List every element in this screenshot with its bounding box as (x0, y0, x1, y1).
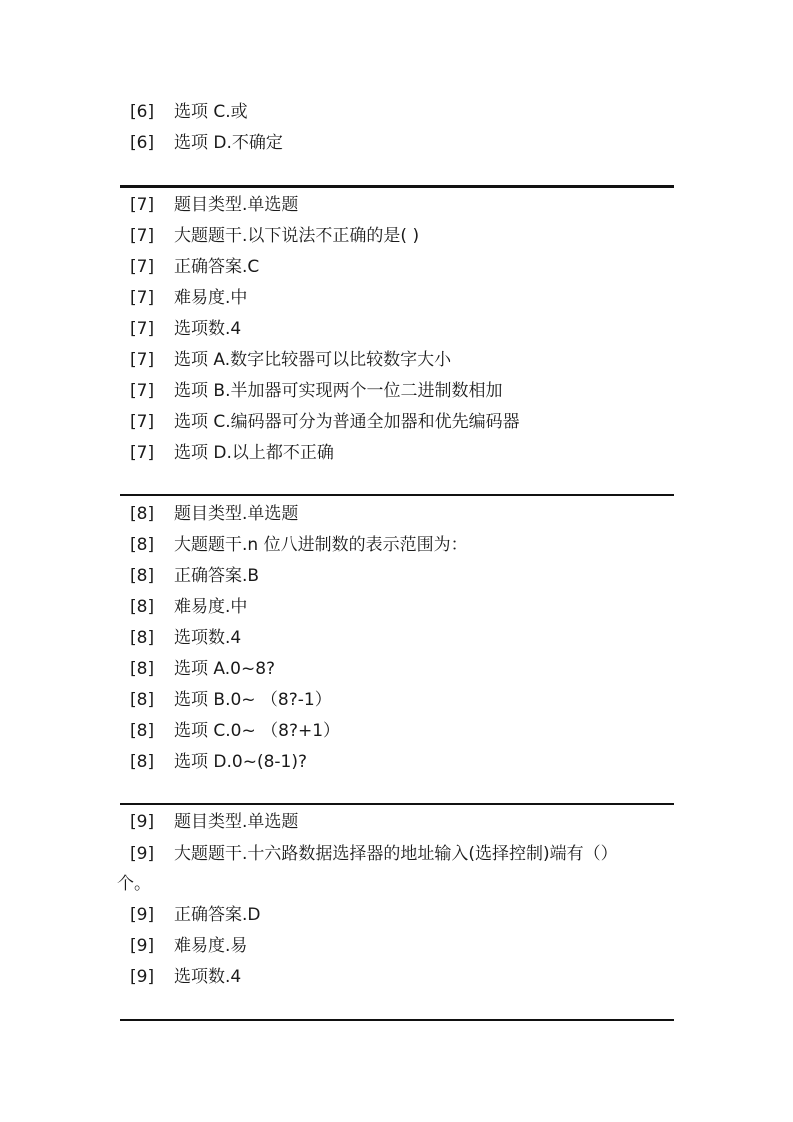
item-number: [7] (130, 412, 155, 432)
item-number: [8] (130, 659, 155, 679)
item-number: [8] (130, 597, 155, 617)
item-text: 大题题干.以下说法不正确的是( ) (174, 226, 420, 246)
item-text: 难易度.易 (174, 936, 248, 956)
q7-answer (0, 252, 793, 283)
item-number: [7] (130, 319, 155, 339)
item-text: 难易度.中 (174, 288, 248, 308)
item-text: 选项 D.不确定 (174, 133, 283, 153)
q8-option-b (0, 685, 793, 716)
section-divider (120, 494, 674, 496)
q8-stem (0, 530, 793, 561)
item-number: [8] (130, 504, 155, 524)
q8-option-c (0, 716, 793, 747)
item-text: 选项 D.0~(8-1)? (174, 752, 308, 772)
q7-stem (0, 221, 793, 252)
item-number: [7] (130, 350, 155, 370)
q9-type (0, 807, 793, 838)
item-text: 难易度.中 (174, 597, 248, 617)
q8-option-count (0, 623, 793, 654)
item-text: 选项 A.0~8? (174, 659, 276, 679)
item-text: 正确答案.B (174, 566, 260, 586)
q9-stem (0, 839, 793, 870)
q7-type (0, 190, 793, 221)
q9-option-count (0, 962, 793, 993)
item-number: [8] (130, 752, 155, 772)
item-text: 选项 C.或 (174, 102, 248, 122)
q7-difficulty (0, 283, 793, 314)
item-number: [7] (130, 381, 155, 401)
item-number: [6] (130, 133, 155, 153)
q7-option-count (0, 314, 793, 345)
item-number: [7] (130, 195, 155, 215)
item-number: [7] (130, 226, 155, 246)
q8-option-d (0, 747, 793, 778)
item-text: 选项数.4 (174, 967, 242, 987)
q9-answer (0, 900, 793, 931)
item-number: [9] (130, 812, 155, 832)
item-number: [7] (130, 257, 155, 277)
item-text: 选项 A.数字比较器可以比较数字大小 (174, 350, 452, 370)
section-divider (120, 803, 674, 805)
item-text: 大题题干.n 位八进制数的表示范围为： (174, 535, 468, 555)
item-text: 题目类型.单选题 (174, 195, 299, 215)
item-number: [8] (130, 535, 155, 555)
item-text: 选项 B.0~ （8?-1） (174, 690, 332, 710)
item-text: 个。 (117, 874, 151, 894)
q7-option-a (0, 345, 793, 376)
q8-type (0, 499, 793, 530)
item-text: 选项数.4 (174, 628, 242, 648)
item-text: 选项 D.以上都不正确 (174, 443, 334, 463)
item-text: 正确答案.C (174, 257, 260, 277)
item-number: [9] (130, 936, 155, 956)
q9-stem-continuation (0, 869, 793, 900)
item-text: 选项 C.0~ （8?+1） (174, 721, 341, 741)
item-number: [8] (130, 628, 155, 648)
item-text: 选项 C.编码器可分为普通全加器和优先编码器 (174, 412, 520, 432)
q8-option-a (0, 654, 793, 685)
q6-option-d (0, 128, 793, 159)
q7-option-b (0, 376, 793, 407)
q6-option-c (0, 97, 793, 128)
item-number: [7] (130, 443, 155, 463)
item-number: [8] (130, 566, 155, 586)
item-text: 选项数.4 (174, 319, 242, 339)
item-number: [9] (130, 905, 155, 925)
item-text: 题目类型.单选题 (174, 812, 299, 832)
item-number: [7] (130, 288, 155, 308)
q8-difficulty (0, 592, 793, 623)
q8-answer (0, 561, 793, 592)
item-text: 选项 B.半加器可实现两个一位二进制数相加 (174, 381, 503, 401)
item-number: [9] (130, 844, 155, 864)
q7-option-d (0, 438, 793, 469)
section-divider (120, 1019, 674, 1021)
section-divider (120, 185, 674, 188)
item-text: 正确答案.D (174, 905, 261, 925)
item-number: [8] (130, 690, 155, 710)
item-number: [9] (130, 967, 155, 987)
item-text: 题目类型.单选题 (174, 504, 299, 524)
item-text: 大题题干.十六路数据选择器的地址输入(选择控制)端有（） (174, 844, 618, 864)
item-number: [6] (130, 102, 155, 122)
item-number: [8] (130, 721, 155, 741)
q7-option-c (0, 407, 793, 438)
q9-difficulty (0, 931, 793, 962)
